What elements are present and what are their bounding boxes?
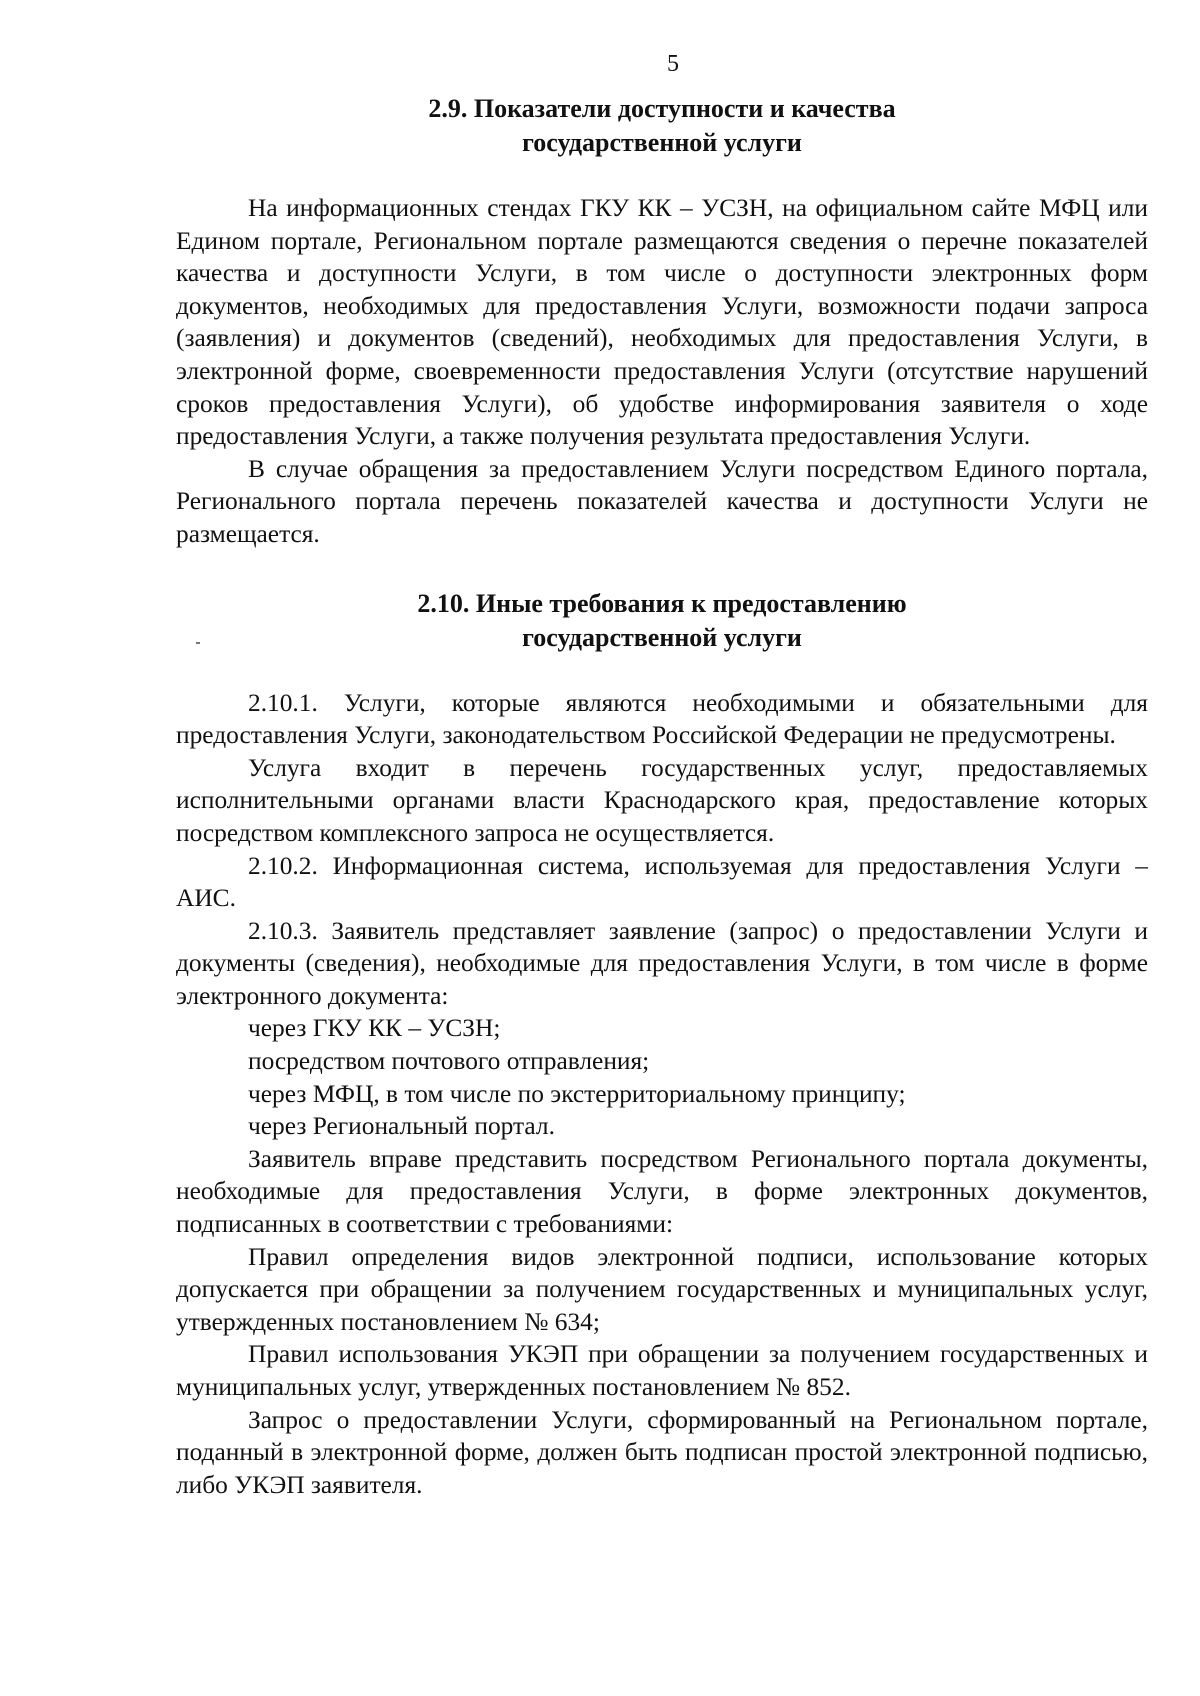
heading-line: 2.10. Иные требования к предоставлению [417,588,907,618]
paragraph: 2.10.2. Информационная система, используемая для предоставления Услуги – АИС. [176,851,1148,913]
paragraph: Заявитель вправе представить посредством Регионального портала документы, необходимые для предоставления Услуги, в форме электронных документов, подписанных в соответствии с требованиями: [176,1144,1148,1239]
paragraph: Правил использования УКЭП при обращении за получением государственных и муниципальных услуг, утвержденных постановлением № 852. [176,1340,1148,1401]
section-heading-2-10 [176,587,1148,655]
paragraph: Запрос о предоставлении Услуги, сформированный на Региональном портале, поданный в электронной форме, должен быть подписан простой электронной подписью, либо УКЭП заявителя. [176,1405,1148,1499]
heading-line: государственной услуги [522,622,802,652]
heading-line: 2.9. Показатели доступности и качества [428,94,896,123]
paragraph: На информационных стендах ГКУ КК – УСЗН, на официальном сайте МФЦ или Едином портале, Региональном портале размещаются сведения о перечне показателей качества и доступности Услуги, в том числе о доступности электронных форм документов, необходимых для предоставления Услуги, возможности подачи запроса (заявления) и документов (сведений), необходимых для предоставления Услуги, в электронной форме, своевременности предоставления Услуги (отсутствие нарушений сроков предоставления Услуги), об удобстве информирования заявителя о ходе предоставления Услуги, а также получения результата предоставления Услуги. [176,194,1148,451]
list-item: через Региональный портал. [248,1112,555,1141]
paragraph: Услуга входит в перечень государственных услуг, предоставляемых исполнительными органами власти Краснодарского края, предоставление которых посредством комплексного запроса не осуществляется. [176,753,1148,847]
paragraph: 2.10.1. Услуги, которые являются необходимыми и обязательными для предоставления Услуги, законодательством Российской Федерации не предусмотрены. [176,688,1148,750]
paragraph: 2.10.3. Заявитель представляет заявление (запрос) о предоставлении Услуги и документы (сведения), необходимые для предоставления Услуги, в том числе в форме электронного документа: [176,916,1148,1010]
paragraph: Правил определения видов электронной подписи, использование которых допускается при обращении за получением государственных и муниципальных услуг, утвержденных постановлением № 634; [176,1242,1148,1336]
list-item: посредством почтового отправления; [248,1047,650,1076]
paragraph: В случае обращения за предоставлением Услуги посредством Единого портала, Регионального портала перечень показателей качества и доступности Услуги не размещается. [176,454,1148,548]
list-item: через ГКУ КК – УСЗН; [248,1014,501,1043]
heading-line: государственной услуги [522,128,802,157]
list-item: через МФЦ, в том числе по экстерриториальному принципу; [248,1079,906,1108]
page-number: 5 [667,51,679,77]
document-page [176,48,1148,1501]
section-heading-2-9 [176,92,1148,160]
